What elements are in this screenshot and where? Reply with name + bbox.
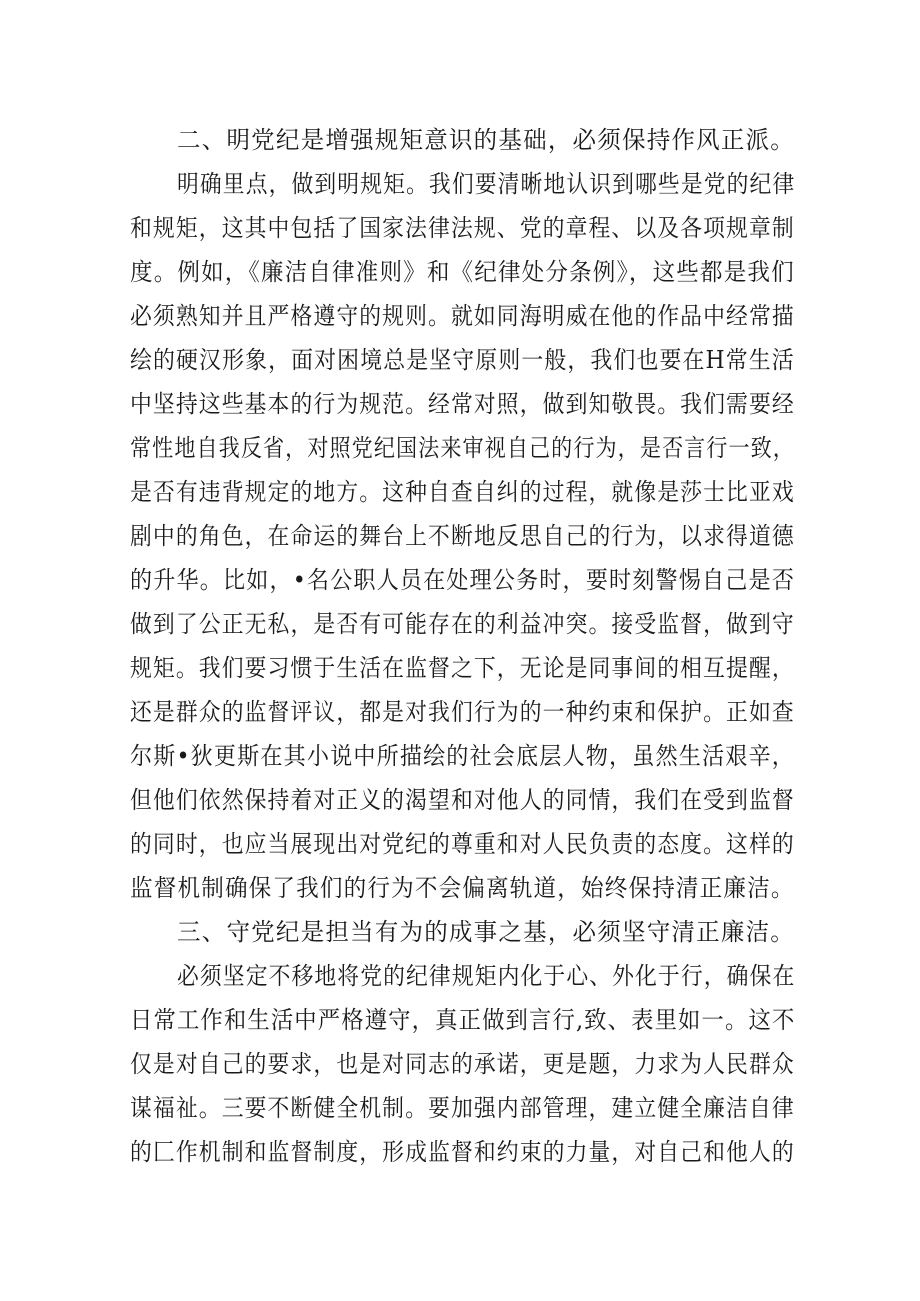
section-heading-2: 二、明党纪是增强规矩意识的基础，必须保持作风正派。 [177, 126, 796, 154]
text-line: 绘的硬汉形象，面对困境总是坚守原则一般，我们也要在H常生活 [130, 346, 795, 374]
text-line: 仅是对自己的要求，也是对同志的承诺，更是题，力求为人民群众 [130, 1050, 795, 1078]
text-line: 的匚作机制和监督制度，形成监督和约束的力量，对自己和他人的 [130, 1138, 795, 1166]
text-line: 规矩。我们要习惯于生活在监督之下，无论是同事间的相互提醒， [130, 654, 795, 682]
text-line: 明确里点，做到明规矩。我们要清晰地认识到哪些是党的纪律 [177, 170, 796, 198]
text-line: 日常工作和生活中严格遵守，真正做到言行,致、表里如一。这不 [130, 1006, 796, 1034]
text-line: 是否有违背规定的地方。这种自查自纠的过程，就像是莎士比亚戏 [130, 478, 795, 506]
text-line: 做到了公正无私，是否有可能存在的利益冲突。接受监督，做到守 [130, 610, 795, 638]
text-line: 必须坚定不移地将党的纪律规矩内化于心、外化于行，确保在 [177, 962, 796, 990]
text-line: 的升华。比如，•名公职人员在处理公务时，要时刻警惕自己是否 [130, 566, 795, 594]
text-line: 但他们依然保持着对正义的渴望和对他人的同情，我们在受到监督 [130, 786, 795, 814]
text-line: 度。例如，《廉洁自律准则》和《纪律处分条例》，这些都是我们 [130, 258, 795, 286]
text-line: 的同时，也应当展现出对党纪的尊重和对人民负责的态度。这样的 [130, 830, 795, 858]
text-line: 谋福祉。三要不断健全机制。要加强内部管理，建立健全廉洁自律 [130, 1094, 795, 1122]
text-line: 中坚持这些基本的行为规范。经常对照，做到知敬畏。我们需要经 [130, 390, 795, 418]
text-line: 剧中的角色，在命运的舞台上不断地反思自己的行为，以求得道德 [130, 522, 795, 550]
text-line: 常性地自我反省，对照党纪国法来审视自己的行为，是否言行一致， [130, 434, 795, 462]
section-heading-3: 三、守党纪是担当有为的成事之基，必须坚守清正廉洁。 [177, 918, 796, 946]
text-line: 尔斯•狄更斯在其小说中所描绘的社会底层人物，虽然生活艰辛， [130, 742, 795, 770]
text-line: 必须熟知并且严格遵守的规则。就如同海明威在他的作品中经常描 [130, 302, 795, 330]
text-line: 和规矩，这其中包括了国家法律法规、党的章程、以及各项规章制 [130, 214, 795, 242]
text-line: 还是群众的监督评议，都是对我们行为的一种约束和保护。正如查 [130, 698, 795, 726]
text-line: 监督机制确保了我们的行为不会偏离轨道，始终保持清正廉洁。 [130, 874, 795, 902]
